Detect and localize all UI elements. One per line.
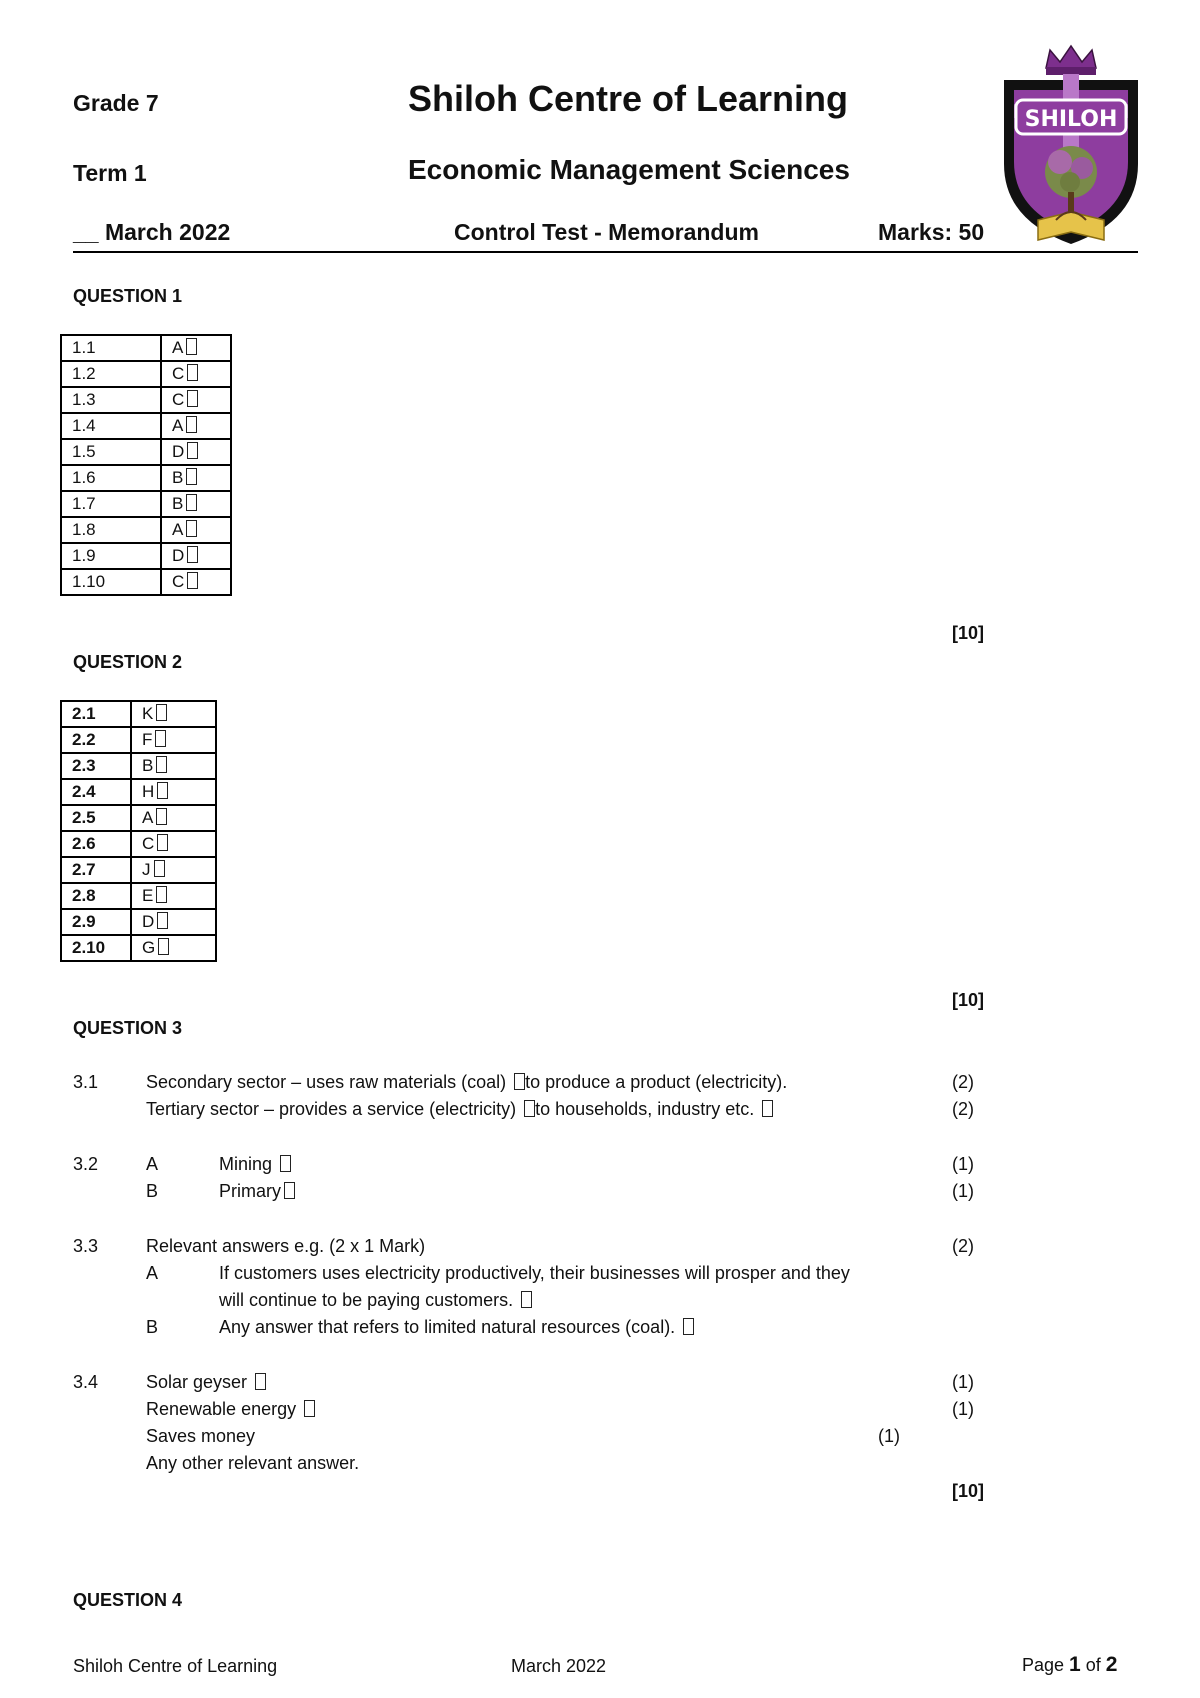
item-answer: J bbox=[131, 857, 216, 883]
item-3-4-answer-1: Solar geyser bbox=[146, 1372, 266, 1393]
item-answer: A bbox=[161, 517, 231, 543]
table-row bbox=[61, 935, 216, 961]
tick-icon bbox=[187, 546, 198, 563]
item-answer: K bbox=[131, 701, 216, 727]
item-3-1-number: 3.1 bbox=[73, 1072, 99, 1092]
tick-icon bbox=[524, 1100, 535, 1117]
item-answer: B bbox=[131, 753, 216, 779]
item-3-1-mark-2: (2) bbox=[952, 1099, 974, 1119]
item-number: 1.2 bbox=[61, 361, 161, 387]
tick-icon bbox=[186, 494, 197, 511]
item-answer: C bbox=[161, 361, 231, 387]
item-number: 2.5 bbox=[61, 805, 131, 831]
item-3-3-letter-a: A bbox=[146, 1263, 159, 1283]
item-3-4-mark-2: (1) bbox=[952, 1399, 974, 1419]
test-title: Control Test - Memorandum bbox=[454, 219, 759, 245]
term-label: Term 1 bbox=[73, 160, 147, 186]
item-3-3-answer-a-line-2: will continue to be paying customers. bbox=[219, 1290, 532, 1311]
tick-icon bbox=[155, 730, 166, 747]
grade-label: Grade 7 bbox=[73, 90, 159, 116]
tick-icon bbox=[186, 468, 197, 485]
table-row bbox=[61, 909, 216, 935]
item-3-2-answer-a: Mining bbox=[219, 1154, 291, 1175]
item-3-4-answer-4: Any other relevant answer. bbox=[146, 1453, 360, 1473]
item-answer: A bbox=[161, 413, 231, 439]
table-row bbox=[61, 779, 216, 805]
date-label: __ March 2022 bbox=[73, 219, 231, 245]
table-row bbox=[61, 701, 216, 727]
item-number: 1.9 bbox=[61, 543, 161, 569]
school-logo bbox=[998, 44, 1144, 250]
table-row bbox=[61, 413, 231, 439]
table-row bbox=[61, 543, 231, 569]
item-answer: D bbox=[161, 439, 231, 465]
table-row bbox=[61, 883, 216, 909]
item-answer: A bbox=[131, 805, 216, 831]
question-2-heading: QUESTION 2 bbox=[73, 652, 183, 672]
item-answer: A bbox=[161, 335, 231, 361]
tick-icon bbox=[683, 1318, 694, 1335]
item-answer: C bbox=[161, 569, 231, 595]
item-number: 2.7 bbox=[61, 857, 131, 883]
crest-icon bbox=[998, 44, 1144, 250]
question-2-total: [10] bbox=[952, 990, 985, 1010]
item-number: 1.4 bbox=[61, 413, 161, 439]
item-answer: D bbox=[161, 543, 231, 569]
item-answer: D bbox=[131, 909, 216, 935]
table-row bbox=[61, 465, 231, 491]
item-answer: C bbox=[131, 831, 216, 857]
item-3-1-line-1: Secondary sector – uses raw materials (coal) to produce a product (electricity). bbox=[146, 1072, 788, 1092]
table-row bbox=[61, 517, 231, 543]
question-1-heading: QUESTION 1 bbox=[73, 286, 183, 306]
item-3-1-mark-1: (2) bbox=[952, 1072, 974, 1092]
table-row bbox=[61, 387, 231, 413]
question-4-heading: QUESTION 4 bbox=[73, 1590, 183, 1610]
tick-icon bbox=[156, 886, 167, 903]
item-answer: B bbox=[161, 465, 231, 491]
item-3-4-mark-1: (1) bbox=[952, 1372, 974, 1392]
question-1-answer-table bbox=[60, 334, 232, 596]
tick-icon bbox=[156, 808, 167, 825]
item-3-4-answer-2: Renewable energy bbox=[146, 1399, 315, 1420]
tick-icon bbox=[187, 442, 198, 459]
item-3-4-answer-3: Saves money bbox=[146, 1426, 256, 1446]
table-row bbox=[61, 335, 231, 361]
item-number: 1.8 bbox=[61, 517, 161, 543]
table-row bbox=[61, 857, 216, 883]
item-number: 1.6 bbox=[61, 465, 161, 491]
item-3-3-number: 3.3 bbox=[73, 1236, 99, 1256]
table-row bbox=[61, 491, 231, 517]
table-row bbox=[61, 569, 231, 595]
item-3-4-mark-3: (1) bbox=[878, 1426, 900, 1446]
item-3-2-letter-b: B bbox=[146, 1181, 159, 1201]
item-3-2-answer-b: Primary bbox=[219, 1181, 295, 1202]
tick-icon bbox=[186, 338, 197, 355]
item-number: 2.9 bbox=[61, 909, 131, 935]
tick-icon bbox=[157, 912, 168, 929]
item-number: 1.5 bbox=[61, 439, 161, 465]
item-3-2-mark-b: (1) bbox=[952, 1181, 974, 1201]
table-row bbox=[61, 727, 216, 753]
subject-title: Economic Management Sciences bbox=[408, 154, 850, 185]
logo-text: SHILOH bbox=[1024, 107, 1118, 132]
school-title: Shiloh Centre of Learning bbox=[408, 78, 849, 119]
tick-icon bbox=[255, 1373, 266, 1390]
item-3-3-letter-b: B bbox=[146, 1317, 159, 1337]
tick-icon bbox=[521, 1291, 532, 1308]
item-answer: B bbox=[161, 491, 231, 517]
question-1-total: [10] bbox=[952, 623, 985, 643]
tick-icon bbox=[187, 390, 198, 407]
item-number: 2.3 bbox=[61, 753, 131, 779]
item-number: 2.6 bbox=[61, 831, 131, 857]
tick-icon bbox=[154, 860, 165, 877]
item-number: 2.8 bbox=[61, 883, 131, 909]
tick-icon bbox=[158, 938, 169, 955]
item-number: 2.10 bbox=[61, 935, 131, 961]
question-2-answer-table bbox=[60, 700, 217, 962]
footer-school: Shiloh Centre of Learning bbox=[73, 1656, 278, 1676]
tick-icon bbox=[762, 1100, 773, 1117]
header-rule bbox=[73, 251, 1138, 253]
tick-icon bbox=[284, 1182, 295, 1199]
item-answer: E bbox=[131, 883, 216, 909]
table-row bbox=[61, 361, 231, 387]
item-number: 2.1 bbox=[61, 701, 131, 727]
item-number: 1.1 bbox=[61, 335, 161, 361]
item-number: 1.10 bbox=[61, 569, 161, 595]
item-3-3-mark: (2) bbox=[952, 1236, 974, 1256]
item-number: 2.2 bbox=[61, 727, 131, 753]
tick-icon bbox=[186, 520, 197, 537]
tick-icon bbox=[280, 1155, 291, 1172]
table-row bbox=[61, 753, 216, 779]
tick-icon bbox=[514, 1073, 525, 1090]
tick-icon bbox=[187, 364, 198, 381]
item-3-1-line-2: Tertiary sector – provides a service (electricity) to households, industry etc. bbox=[146, 1099, 773, 1120]
table-row bbox=[61, 805, 216, 831]
tick-icon bbox=[187, 572, 198, 589]
item-number: 1.7 bbox=[61, 491, 161, 517]
item-3-2-mark-a: (1) bbox=[952, 1154, 974, 1174]
item-3-3-answer-a-line-1: If customers uses electricity productively, their businesses will prosper and they bbox=[219, 1263, 850, 1283]
marks-label: Marks: 50 bbox=[878, 219, 985, 245]
item-3-3-instruction: Relevant answers e.g. (2 x 1 Mark) bbox=[146, 1236, 426, 1256]
item-answer: F bbox=[131, 727, 216, 753]
tick-icon bbox=[156, 704, 167, 721]
item-3-2-letter-a: A bbox=[146, 1154, 159, 1174]
tick-icon bbox=[157, 834, 168, 851]
footer-page-number: Page 1 of 2 bbox=[1022, 1653, 1118, 1676]
tick-icon bbox=[157, 782, 168, 799]
tick-icon bbox=[156, 756, 167, 773]
item-answer: C bbox=[161, 387, 231, 413]
item-number: 2.4 bbox=[61, 779, 131, 805]
tick-icon bbox=[186, 416, 197, 433]
footer-date: March 2022 bbox=[511, 1656, 607, 1676]
question-3-heading: QUESTION 3 bbox=[73, 1018, 183, 1038]
table-row bbox=[61, 439, 231, 465]
item-3-4-number: 3.4 bbox=[73, 1372, 99, 1392]
item-3-3-answer-b: Any answer that refers to limited natural resources (coal). bbox=[219, 1317, 694, 1338]
tick-icon bbox=[304, 1400, 315, 1417]
item-answer: H bbox=[131, 779, 216, 805]
question-3-total: [10] bbox=[952, 1481, 985, 1501]
item-number: 1.3 bbox=[61, 387, 161, 413]
table-row bbox=[61, 831, 216, 857]
item-answer: G bbox=[131, 935, 216, 961]
item-3-2-number: 3.2 bbox=[73, 1154, 99, 1174]
